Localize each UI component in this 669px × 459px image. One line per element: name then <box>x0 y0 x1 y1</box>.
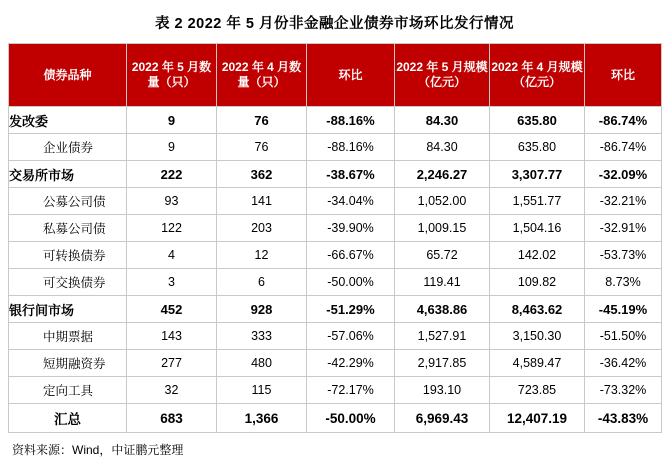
table-header <box>9 44 662 107</box>
table-row <box>9 242 662 269</box>
cell-count-mom: -88.16% <box>307 134 395 161</box>
row-label: 短期融资券 <box>9 350 127 377</box>
cell-april-scale: 4,589.47 <box>490 350 585 377</box>
cell-scale-mom: -73.32% <box>585 377 662 404</box>
row-label: 私募公司债 <box>9 215 127 242</box>
column-header-may-scale: 2022 年 5 月规模（亿元） <box>395 44 490 107</box>
cell-april-count: 115 <box>217 377 307 404</box>
cell-april-scale: 635.80 <box>490 107 585 134</box>
cell-scale-mom: -32.91% <box>585 215 662 242</box>
row-label: 可交换债券 <box>9 269 127 296</box>
row-label: 可转换债券 <box>9 242 127 269</box>
row-label: 公募公司债 <box>9 188 127 215</box>
cell-may-scale: 6,969.43 <box>395 404 490 433</box>
cell-april-count: 76 <box>217 134 307 161</box>
cell-april-scale: 1,504.16 <box>490 215 585 242</box>
cell-april-scale: 723.85 <box>490 377 585 404</box>
table-row <box>9 161 662 188</box>
row-label: 交易所市场 <box>9 161 127 188</box>
cell-scale-mom: -51.50% <box>585 323 662 350</box>
cell-april-scale: 635.80 <box>490 134 585 161</box>
table-row <box>9 323 662 350</box>
source-note: 资料来源：Wind，中证鹏元整理 <box>12 443 184 457</box>
table-header-row <box>9 44 662 107</box>
table-row <box>9 107 662 134</box>
cell-may-count: 683 <box>127 404 217 433</box>
cell-april-scale: 1,551.77 <box>490 188 585 215</box>
cell-april-count: 928 <box>217 296 307 323</box>
cell-may-count: 143 <box>127 323 217 350</box>
cell-may-scale: 84.30 <box>395 107 490 134</box>
table-row <box>9 377 662 404</box>
cell-count-mom: -50.00% <box>307 404 395 433</box>
cell-scale-mom: -32.09% <box>585 161 662 188</box>
cell-may-scale: 65.72 <box>395 242 490 269</box>
cell-count-mom: -38.67% <box>307 161 395 188</box>
cell-count-mom: -34.04% <box>307 188 395 215</box>
table-row <box>9 134 662 161</box>
row-label: 汇总 <box>9 404 127 433</box>
cell-april-count: 76 <box>217 107 307 134</box>
column-header-count-mom: 环比 <box>307 44 395 107</box>
cell-may-scale: 2,917.85 <box>395 350 490 377</box>
table-row <box>9 269 662 296</box>
column-header-april-scale: 2022 年 4 月规模（亿元） <box>490 44 585 107</box>
table-row <box>9 188 662 215</box>
cell-april-count: 1,366 <box>217 404 307 433</box>
row-label: 定向工具 <box>9 377 127 404</box>
cell-scale-mom: -53.73% <box>585 242 662 269</box>
cell-scale-mom: -86.74% <box>585 107 662 134</box>
cell-april-count: 480 <box>217 350 307 377</box>
cell-scale-mom: -43.83% <box>585 404 662 433</box>
cell-may-scale: 1,009.15 <box>395 215 490 242</box>
table-row-total <box>9 404 662 433</box>
cell-may-scale: 84.30 <box>395 134 490 161</box>
cell-scale-mom: -36.42% <box>585 350 662 377</box>
cell-may-count: 93 <box>127 188 217 215</box>
row-label: 发改委 <box>9 107 127 134</box>
table-row <box>9 296 662 323</box>
cell-may-count: 9 <box>127 134 217 161</box>
cell-april-scale: 8,463.62 <box>490 296 585 323</box>
row-label: 企业债券 <box>9 134 127 161</box>
cell-may-scale: 1,052.00 <box>395 188 490 215</box>
column-header-april-count: 2022 年 4 月数量（只） <box>217 44 307 107</box>
cell-april-count: 362 <box>217 161 307 188</box>
column-header-scale-mom: 环比 <box>585 44 662 107</box>
cell-count-mom: -42.29% <box>307 350 395 377</box>
cell-may-count: 4 <box>127 242 217 269</box>
cell-scale-mom: -45.19% <box>585 296 662 323</box>
cell-count-mom: -39.90% <box>307 215 395 242</box>
cell-scale-mom: -32.21% <box>585 188 662 215</box>
cell-april-count: 141 <box>217 188 307 215</box>
cell-may-scale: 1,527.91 <box>395 323 490 350</box>
table-row <box>9 215 662 242</box>
column-header-may-count: 2022 年 5 月数量（只） <box>127 44 217 107</box>
cell-may-scale: 193.10 <box>395 377 490 404</box>
cell-may-scale: 4,638.86 <box>395 296 490 323</box>
cell-may-count: 9 <box>127 107 217 134</box>
table-row <box>9 350 662 377</box>
cell-may-count: 277 <box>127 350 217 377</box>
cell-april-count: 333 <box>217 323 307 350</box>
cell-scale-mom: 8.73% <box>585 269 662 296</box>
cell-may-scale: 119.41 <box>395 269 490 296</box>
cell-count-mom: -88.16% <box>307 107 395 134</box>
cell-count-mom: -72.17% <box>307 377 395 404</box>
cell-april-scale: 109.82 <box>490 269 585 296</box>
cell-april-count: 203 <box>217 215 307 242</box>
cell-may-scale: 2,246.27 <box>395 161 490 188</box>
column-header-bond-type: 债券品种 <box>9 44 127 107</box>
cell-april-scale: 142.02 <box>490 242 585 269</box>
row-label: 中期票据 <box>9 323 127 350</box>
cell-count-mom: -57.06% <box>307 323 395 350</box>
cell-count-mom: -51.29% <box>307 296 395 323</box>
cell-may-count: 452 <box>127 296 217 323</box>
cell-april-scale: 3,150.30 <box>490 323 585 350</box>
cell-may-count: 3 <box>127 269 217 296</box>
table-body <box>9 107 662 433</box>
row-label: 银行间市场 <box>9 296 127 323</box>
cell-april-count: 12 <box>217 242 307 269</box>
cell-scale-mom: -86.74% <box>585 134 662 161</box>
cell-april-scale: 3,307.77 <box>490 161 585 188</box>
cell-may-count: 32 <box>127 377 217 404</box>
cell-may-count: 222 <box>127 161 217 188</box>
cell-count-mom: -66.67% <box>307 242 395 269</box>
cell-may-count: 122 <box>127 215 217 242</box>
bond-issuance-table <box>8 43 662 433</box>
page-title: 表 2 2022 年 5 月份非金融企业债券市场环比发行情况 <box>154 16 515 32</box>
cell-april-scale: 12,407.19 <box>490 404 585 433</box>
cell-count-mom: -50.00% <box>307 269 395 296</box>
cell-april-count: 6 <box>217 269 307 296</box>
